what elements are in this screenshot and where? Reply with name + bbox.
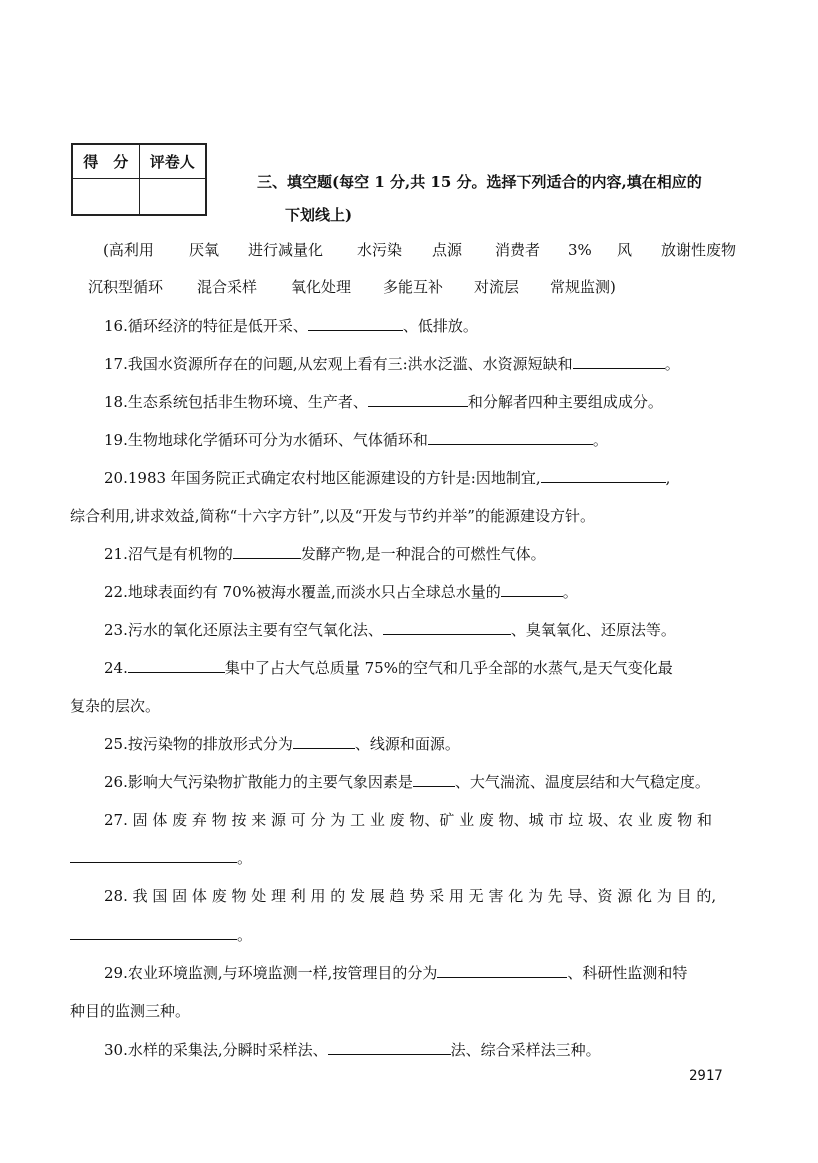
answer-blank xyxy=(437,963,567,978)
word-bank-item: 3% xyxy=(568,241,592,259)
answer-blank xyxy=(328,1040,451,1055)
answer-blank xyxy=(308,316,403,331)
question-27-continued: 。 xyxy=(70,848,252,868)
word-bank-item: 对流层 xyxy=(474,278,520,296)
answer-blank xyxy=(233,544,301,559)
answer-blank xyxy=(368,392,468,407)
word-bank-item: 沉积型循环 xyxy=(88,278,164,296)
question-29-continued: 种目的监测三种。 xyxy=(70,1002,191,1020)
answer-blank xyxy=(70,925,237,940)
word-bank-item: 混合采样 xyxy=(197,278,258,296)
answer-blank xyxy=(70,848,237,863)
answer-blank xyxy=(413,772,455,787)
question-19: 19.生物地球化学循环可分为水循环、气体循环和 。 xyxy=(104,431,608,449)
answer-blank xyxy=(293,734,355,749)
question-16: 16.循环经济的特征是低开采、 、低排放。 xyxy=(104,317,478,335)
answer-blank xyxy=(428,430,593,445)
word-bank-item: 点源 xyxy=(432,241,463,259)
word-bank-item: 常规监测) xyxy=(550,278,616,296)
word-bank-item: 水污染 xyxy=(357,241,403,259)
answer-blank xyxy=(541,468,666,483)
question-25: 25.按污染物的排放形式分为 、线源和面源。 xyxy=(104,735,460,753)
word-bank-item: (高利用 xyxy=(103,241,154,259)
question-20: 20.1983 年国务院正式确定农村地区能源建设的方针是:因地制宜, , xyxy=(104,469,671,487)
question-20-continued: 综合利用,讲求效益,简称“十六字方针”,以及“开发与节约并举”的能源建设方针。 xyxy=(70,507,595,525)
question-21: 21.沼气是有机物的 发酵产物,是一种混合的可燃性气体。 xyxy=(104,545,546,563)
page-number: 2917 xyxy=(689,1068,723,1084)
answer-blank xyxy=(128,658,225,673)
word-bank-item: 风 xyxy=(617,241,633,259)
word-bank-item: 氧化处理 xyxy=(291,278,352,296)
score-box xyxy=(71,143,207,216)
question-23: 23.污水的氧化还原法主要有空气氧化法、 、臭氧氧化、还原法等。 xyxy=(104,621,676,639)
score-label: 得 分 xyxy=(72,144,139,179)
grader-cell xyxy=(139,179,206,216)
section-title-line2: 下划线上) xyxy=(285,206,353,224)
word-bank-item: 多能互补 xyxy=(383,278,444,296)
answer-blank xyxy=(573,354,665,369)
question-22: 22.地球表面约有 70%被海水覆盖,而淡水只占全球总水量的 。 xyxy=(104,583,578,601)
question-24: 24. 集中了占大气总质量 75%的空气和几乎全部的水蒸气,是天气变化最 xyxy=(104,659,673,677)
word-bank-item: 消费者 xyxy=(495,241,541,259)
question-29: 29.农业环境监测,与环境监测一样,按管理目的分为 、科研性监测和特 xyxy=(104,964,688,982)
question-27: 27. 固 体 废 弃 物 按 来 源 可 分 为 工 业 废 物、矿 业 废 物、城 市 垃 圾、农 业 废 物 和 xyxy=(104,811,713,829)
word-bank-item: 厌氧 xyxy=(189,241,220,259)
score-cell xyxy=(72,179,139,216)
question-28-continued: 。 xyxy=(70,925,252,945)
question-18: 18.生态系统包括非生物环境、生产者、 和分解者四种主要组成成分。 xyxy=(104,393,663,411)
answer-blank xyxy=(383,620,511,635)
question-30: 30.水样的采集法,分瞬时采样法、 法、综合采样法三种。 xyxy=(104,1041,601,1059)
question-26: 26.影响大气污染物扩散能力的主要气象因素是 、大气湍流、温度层结和大气稳定度。 xyxy=(104,773,710,791)
question-17: 17.我国水资源所存在的问题,从宏观上看有三:洪水泛滥、水资源短缺和 。 xyxy=(104,355,680,373)
section-title-line1: 三、填空题(每空 1 分,共 15 分。选择下列适合的内容,填在相应的 xyxy=(257,173,702,191)
word-bank-item: 放谢性废物 xyxy=(661,241,737,259)
word-bank-item: 进行减量化 xyxy=(248,241,324,259)
question-28: 28. 我 国 固 体 废 物 处 理 利 用 的 发 展 趋 势 采 用 无 害 化 为 先 导、资 源 化 为 目 的, xyxy=(104,887,717,905)
grader-label: 评卷人 xyxy=(139,144,206,179)
answer-blank xyxy=(501,582,563,597)
question-24-continued: 复杂的层次。 xyxy=(70,697,161,715)
